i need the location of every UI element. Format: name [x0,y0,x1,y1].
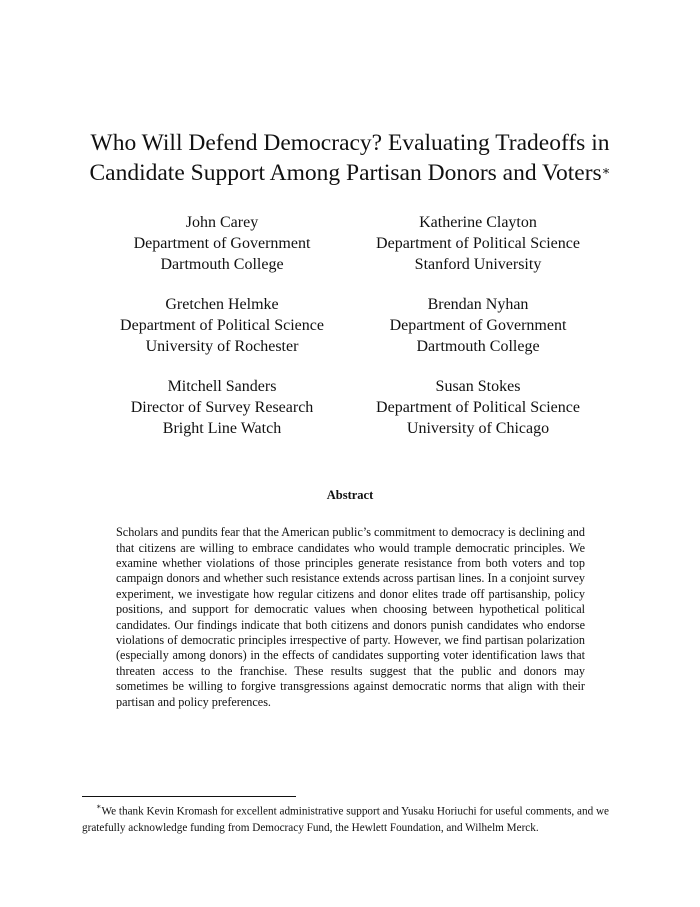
author-institution: University of Rochester [145,338,299,355]
author-name: Brendan Nyhan [427,296,529,313]
author-institution: Bright Line Watch [162,420,282,437]
paper-title [0,128,700,188]
author-name: Gretchen Helmke [165,296,279,313]
author-name: Mitchell Sanders [167,378,277,395]
abstract-text: Scholars and pundits fear that the American public’s commitment to democracy is declining and that citizens are willing to embrace candidates who would trample democratic principles. We examine whether violations of those principles generate resistance from both voters and top campaign donors and whether such resistance extends across partisan lines. In a conjoint survey experiment, we investigate how regular citizens and donor elites trade off partisanship, policy positions, and support for democratic values when choosing between hypothetical political candidates. Our findings indicate that both citizens and donors punish candidates who endorse violations of democratic principles irrespective of party. However, we find partisan polarization (especially among donors) in the effects of candidates supporting voter identification laws that threaten access to the franchise. These results suggest that the public and donors may sometimes be willing to forgive transgressions against democratic norms that align with their partisan and policy preferences. [116,525,585,709]
author-block [82,376,362,439]
footnote-mark: ∗ [96,802,102,811]
author-institution: Dartmouth College [160,256,284,273]
author-institution: University of Chicago [406,420,550,437]
author-department: Department of Political Science [120,317,324,334]
author-institution: Stanford University [414,256,542,273]
author-department: Department of Political Science [376,399,580,416]
author-block [338,294,618,357]
author-department: Department of Political Science [376,235,580,252]
footnote-text: We thank Kevin Kromash for excellent administrative support and Yusaku Horiuchi for useful comments, and we gratefully acknowledge funding from Democracy Fund, the Hewlett Foundation, and Wilhelm Merck. [82,805,610,834]
author-name: John Carey [185,214,259,231]
title-line-2 [0,158,700,188]
author-name: Susan Stokes [435,378,521,395]
author-department: Department of Government [133,235,311,252]
abstract-heading: Abstract [326,488,374,502]
title-footnote-mark: ∗ [601,163,611,178]
author-block [82,294,362,357]
author-name: Katherine Clayton [419,214,537,231]
title-line-1: Who Will Defend Democracy? Evaluating Tradeoffs in [90,130,610,156]
author-institution: Dartmouth College [416,338,540,355]
author-block [338,376,618,439]
author-block [82,212,362,275]
footnote [82,800,622,836]
author-department: Department of Government [389,317,567,334]
author-block [338,212,618,275]
footnote-divider [82,796,296,797]
title-line-2-text: Candidate Support Among Partisan Donors and Voters [89,160,602,186]
author-department: Director of Survey Research [130,399,314,416]
